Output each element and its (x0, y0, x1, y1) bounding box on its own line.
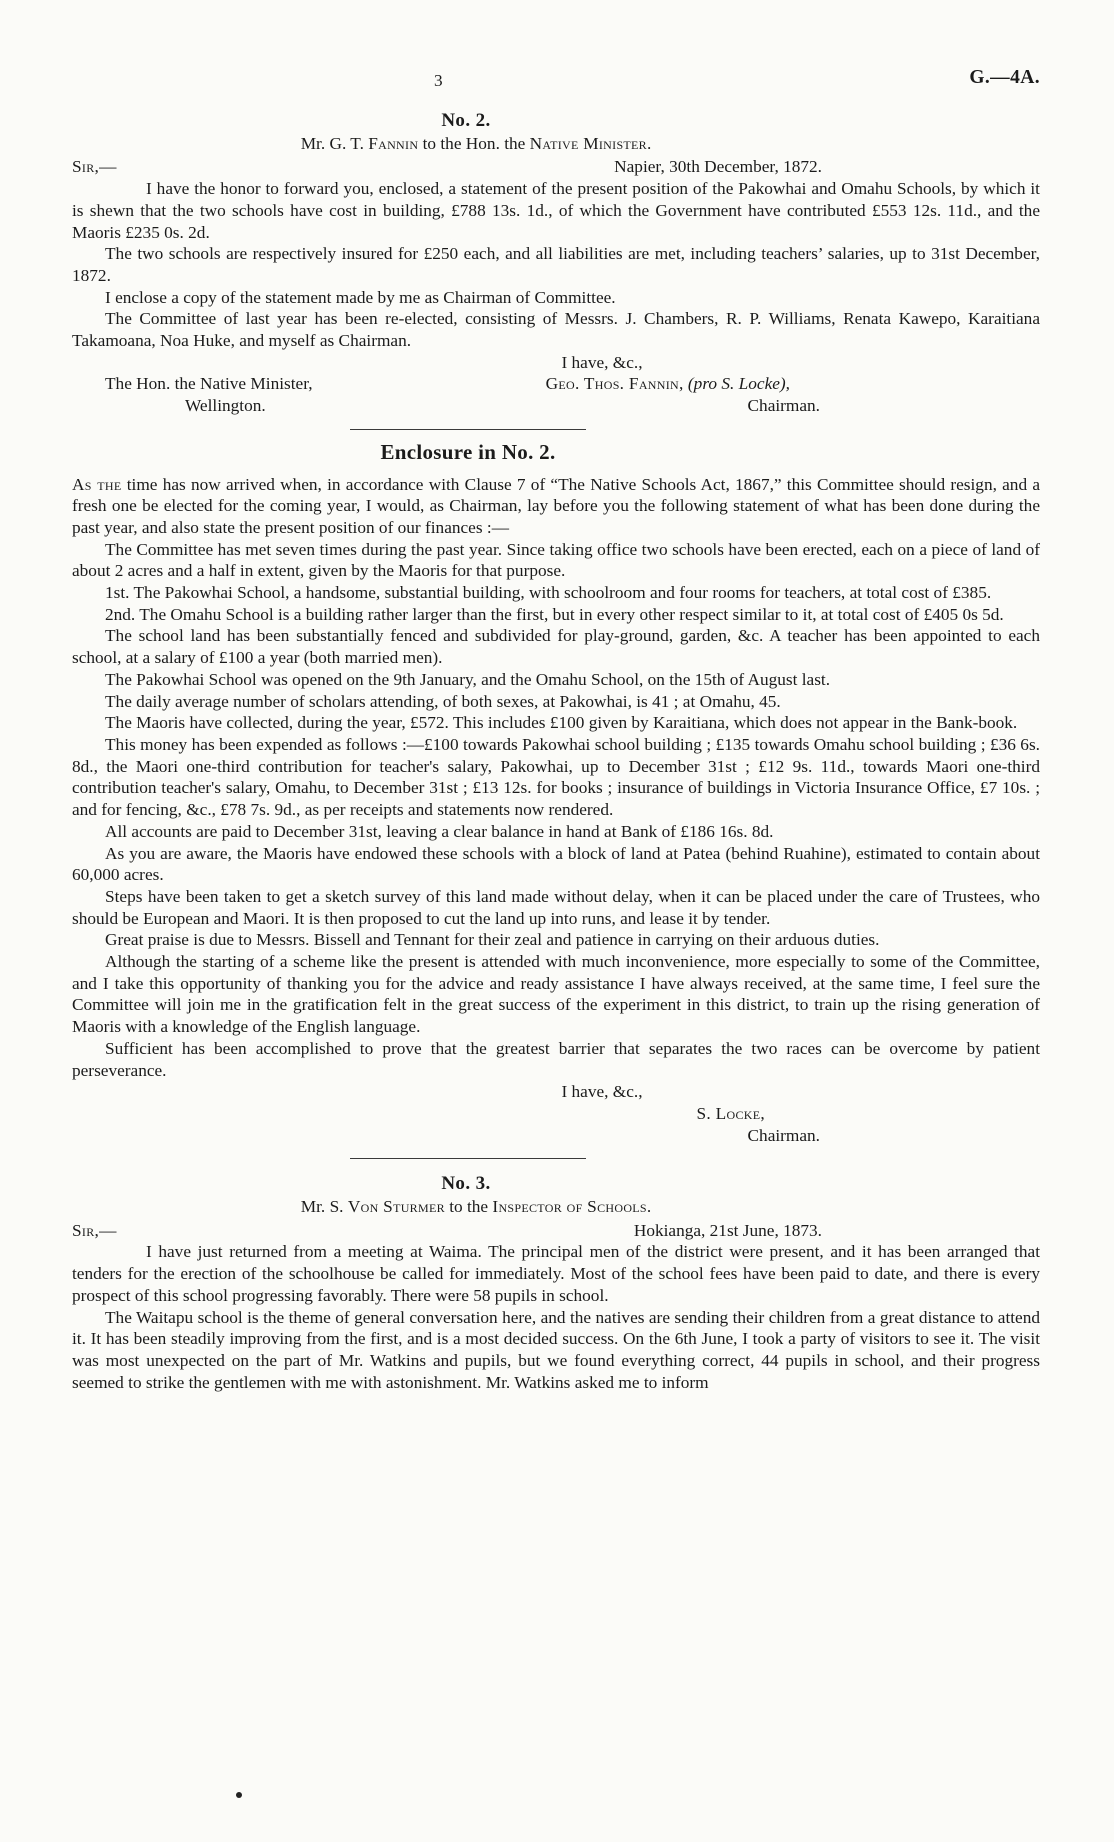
page-header (72, 67, 1040, 96)
paragraph: The daily average number of scholars attending, of both sexes, at Pakowhai, is 41 ; at Omahu, 45. (105, 691, 781, 711)
doc-reference: G.—4A. (969, 67, 1040, 88)
paragraph (72, 474, 1040, 539)
letter-no2 (72, 110, 1040, 417)
subheading-end: . (646, 1197, 652, 1217)
paragraph: 1st. The Pakowhai School, a handsome, substantial building, with schoolroom and four rooms for teachers, at total cost of £385. (105, 583, 992, 603)
addressee-city: Wellington. (185, 396, 266, 416)
paragraph: The Waitapu school is the theme of general conversation here, and the natives are sending their children from a great distance to attend it. It has been steadily improving from the first, and is a most decided success. On the 6th June, I took a party of visitors to see it. The visit was most unexpected on the part of Mr. Watkins and pupils, but we found everything correct, 44 pupils in school, and their progress seemed to strike the gentlemen with me with astonishment. Mr. Watkins asked me to inform (72, 1307, 1040, 1392)
signature-row (72, 373, 1040, 395)
paragraph: The Committee has met seven times during the past year. Since taking office two schools have been erected, each on a piece of land of about 2 acres and a half in extent, given by the Maoris for that purpose. (72, 539, 1040, 581)
sender-name: Von Sturmer (347, 1197, 445, 1217)
letter-no3-subheading (0, 1196, 960, 1218)
signature-title: Chairman. (747, 396, 820, 416)
paragraph: As you are aware, the Maoris have endowed these schools with a block of land at Patea (behind Ruahine), estimated to contain about 60,000 acres. (72, 843, 1040, 885)
enclosure-heading: Enclosure in No. 2. (380, 439, 556, 464)
salutation: Sir,— (72, 1220, 117, 1240)
sender-name: Fannin (368, 133, 419, 153)
paragraph: The Maoris have collected, during the year, £572. This includes £100 given by Karaitiana, which does not appear in the Bank-book. (105, 713, 1018, 733)
paragraph: 2nd. The Omahu School is a building rather larger than the first, but in every other respect similar to it, at total cost of £405 0s 5d. (105, 604, 1004, 624)
recipient-name: Inspector of Schools (492, 1197, 647, 1217)
signature-name-caps: Geo. Thos. Fannin, (545, 374, 684, 394)
subheading-pre: Mr. S. (300, 1197, 348, 1217)
salutation: Sir,— (72, 157, 117, 177)
subheading-mid: to the Hon. the (418, 133, 530, 153)
paragraph: The Pakowhai School was opened on the 9th January, and the Omahu School, on the 15th of August last. (105, 669, 831, 689)
dateline: Napier, 30th December, 1872. (614, 157, 822, 177)
enclosure-no2 (72, 439, 1040, 1147)
salutation-line (72, 156, 1040, 178)
signature-name (72, 1103, 1040, 1125)
dateline: Hokianga, 21st June, 1873. (633, 1220, 822, 1240)
paragraph: I enclose a copy of the statement made by me as Chairman of Committee. (105, 287, 616, 307)
section-divider (350, 429, 586, 430)
paragraph: This money has been expended as follows :—£100 towards Pakowhai school building ; £135 towards Omahu school building ; £36 6s. 8d., the Maori one-third contribution for teacher's salary, Pakowhai, up to December 31st ; £12 9s. 11d., towards Maori one-third contribution teacher's salary, Omahu, to December 31st ; £13 12s. for books ; insurance of buildings in Victoria Insurance Office, £7 10s. ; and for fencing, &c., £78 7s. 9d., as per receipts and statements now rendered. (72, 734, 1040, 820)
paragraph: I have the honor to forward you, enclosed, a statement of the present position of the Pakowhai and Omahu Schools, by which it is shewn that the two schools have cost in building, £788 13s. 1d., of which the Government have contributed £553 12s. 11d., and the Maoris £235 0s. 2d. (72, 179, 1040, 242)
paragraph-lead: As the (72, 474, 122, 494)
letter-no3 (72, 1173, 1040, 1393)
paragraph-rest: time has now arrived when, in accordance with Clause 7 of “The Native Schools Act, 1867,” this Committee should resign, and a fresh one be elected for the coming year, I would, as Chairman, lay before you the following statement of what has been done during the past year, and also state the present position of our finances :— (72, 474, 1040, 537)
letter-no3-heading: No. 3. (441, 1173, 491, 1195)
subheading-mid: to the (444, 1197, 493, 1217)
paragraph: The two schools are respectively insured for £250 each, and all liabilities are met, including teachers’ salaries, up to 31st December, 1872. (72, 244, 1040, 285)
signature-row (72, 395, 1040, 417)
valediction: I have, &c., (561, 1082, 643, 1102)
paragraph: The school land has been substantially fenced and subdivided for play-ground, garden, &c. A teacher has been appointed to each school, at a salary of £100 a year (both married men). (72, 626, 1040, 668)
letter-no2-subheading (0, 133, 960, 155)
letter-no2-heading: No. 2. (441, 110, 491, 131)
valediction: I have, &c., (561, 352, 643, 372)
paragraph: The Committee of last year has been re-elected, consisting of Messrs. J. Chambers, R. P. Williams, Renata Kawepo, Karaitiana Takamoana, Noa Huke, and myself as Chairman. (72, 309, 1040, 351)
signature-title: Chairman. (747, 1125, 820, 1145)
paragraph: Great praise is due to Messrs. Bissell and Tennant for their zeal and patience in carrying on their arduous duties. (105, 930, 880, 950)
paragraph: Sufficient has been accomplished to prove that the greatest barrier that separates the two races can be overcome by patient perseverance. (72, 1038, 1040, 1080)
paragraph: Steps have been taken to get a sketch survey of this land made without delay, when it can be placed under the care of Trustees, who should be European and Maori. It is then proposed to cut the land up into runs, and lease it by tender. (72, 886, 1040, 928)
salutation-line (72, 1220, 1040, 1242)
addressee: The Hon. the Native Minister, (105, 374, 313, 394)
signature-name-caps: S. Locke, (696, 1103, 765, 1123)
paragraph: I have just returned from a meeting at Waima. The principal men of the district were present, and it has been arranged that tenders for the erection of the schoolhouse be called for immediately. Most of the school fees have been paid to date, and there is every prospect of this school progressing favorably. There were 58 pupils in school. (72, 1242, 1040, 1305)
page-number: 3 (434, 71, 443, 90)
paragraph: All accounts are paid to December 31st, leaving a clear balance in hand at Bank of £186 16s. 8d. (105, 821, 774, 841)
recipient-name: Native Minister (529, 133, 647, 153)
subheading-pre: Mr. G. T. (300, 133, 369, 153)
subheading-end: . (646, 133, 652, 153)
signature-name (546, 373, 790, 395)
stray-mark (236, 1792, 242, 1798)
signature-pro: (pro S. Locke), (683, 374, 790, 394)
paragraph: Although the starting of a scheme like the present is attended with much inconvenience, more especially to some of the Committee, and I take this opportunity of thanking you for the advice and ready assistance I have always received, at the same time, I feel sure the Committee will join me in the gratification felt in the great success of the experiment in this district, to train up the rising generation of Maoris with a knowledge of the English language. (72, 952, 1040, 1037)
section-divider (350, 1158, 586, 1159)
